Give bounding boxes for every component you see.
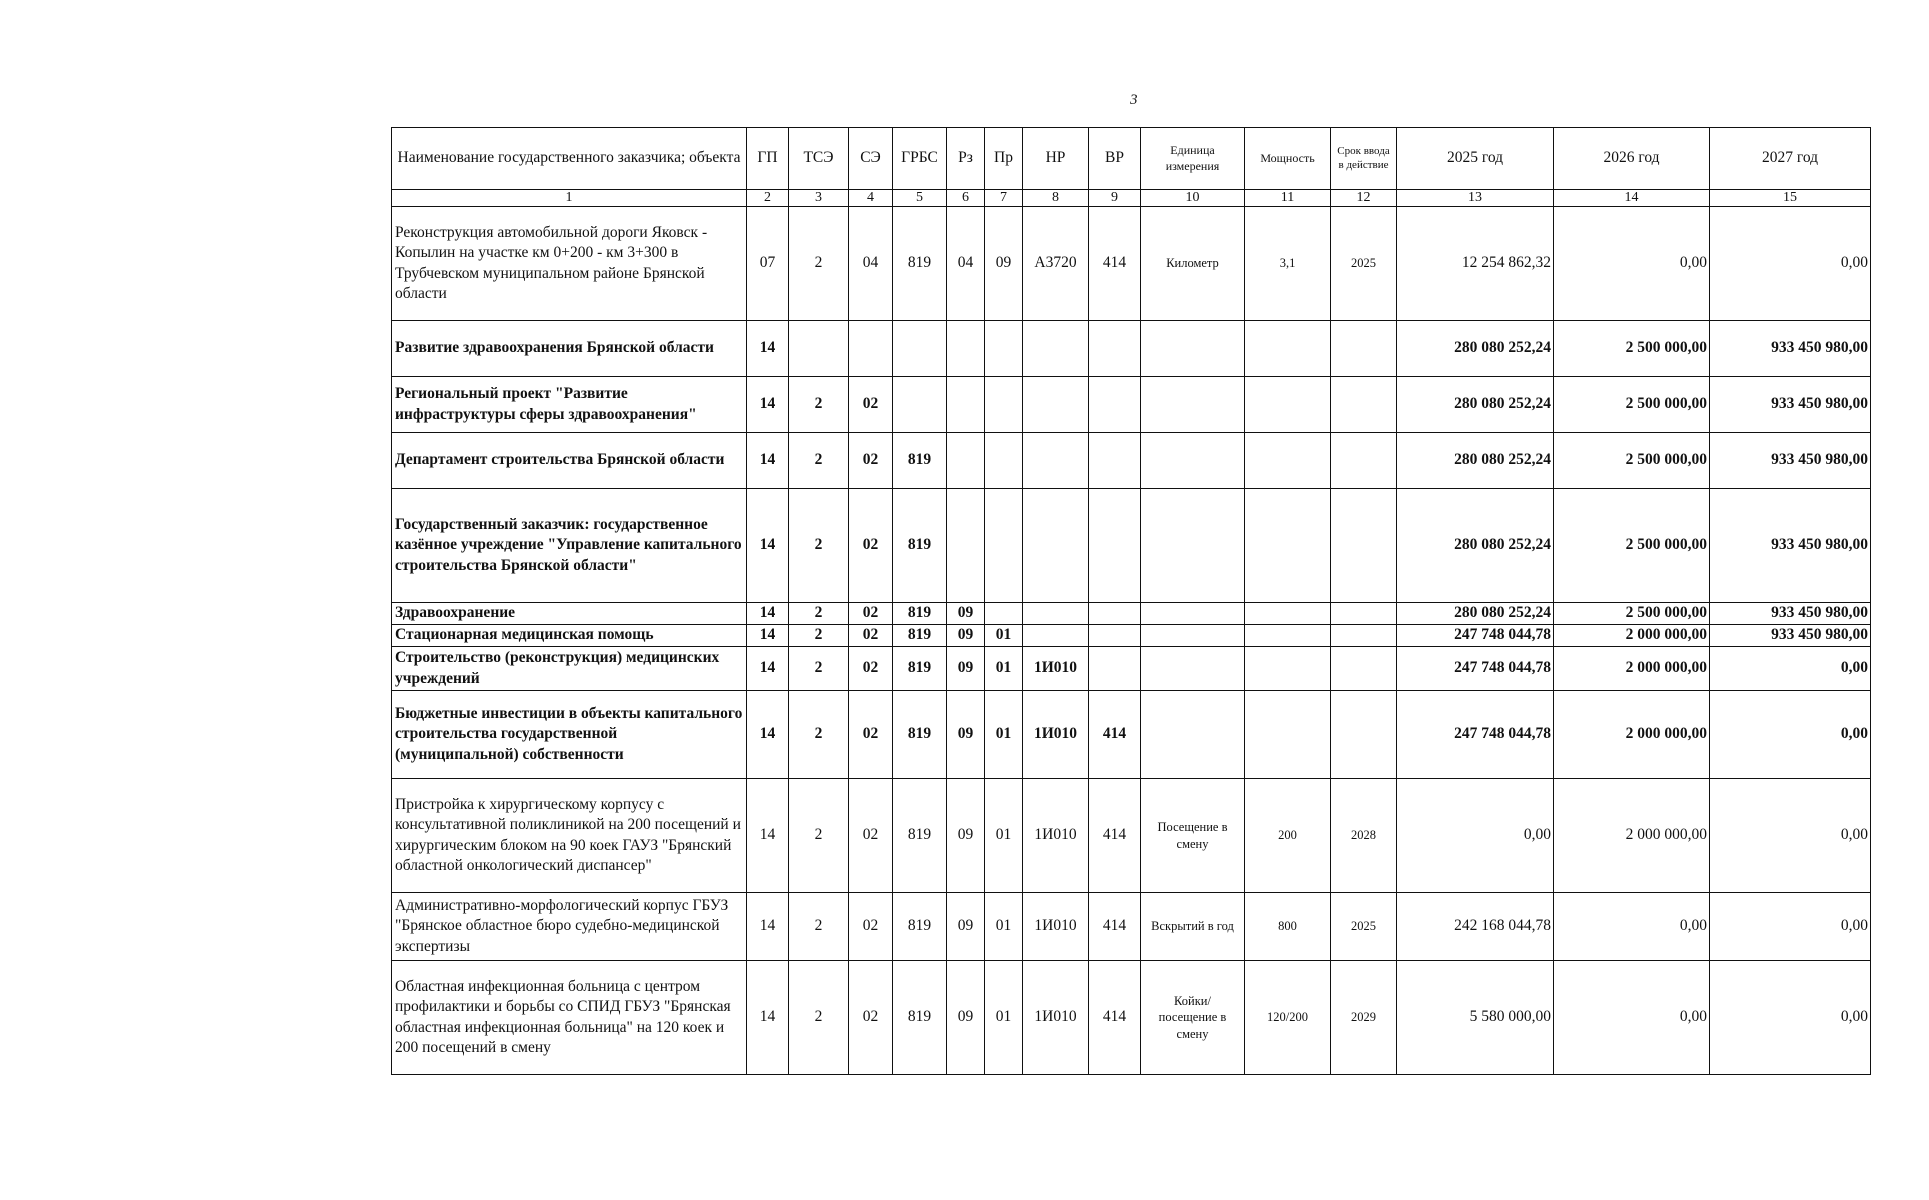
unit bbox=[1141, 625, 1245, 647]
header-nr: НР bbox=[1023, 128, 1089, 190]
object-name: Реконструкция автомобильной дороги Яковск - Копылин на участке км 0+200 - км 3+300 в Трубчевском муниципальном районе Брянской области bbox=[392, 207, 747, 321]
power: 200 bbox=[1245, 779, 1331, 893]
gp-code: 14 bbox=[747, 625, 789, 647]
rz-code: 04 bbox=[947, 207, 985, 321]
tse-code: 2 bbox=[789, 489, 849, 603]
object-name: Здравоохранение bbox=[392, 603, 747, 625]
table-row bbox=[392, 893, 1871, 961]
header-se: СЭ bbox=[849, 128, 893, 190]
pr-code bbox=[985, 433, 1023, 489]
grbs-code: 819 bbox=[893, 893, 947, 961]
table-row bbox=[392, 961, 1871, 1075]
unit bbox=[1141, 433, 1245, 489]
term bbox=[1331, 321, 1397, 377]
pr-code: 01 bbox=[985, 779, 1023, 893]
unit: Вскрытий в год bbox=[1141, 893, 1245, 961]
tse-code: 2 bbox=[789, 603, 849, 625]
pr-code bbox=[985, 321, 1023, 377]
rz-code: 09 bbox=[947, 647, 985, 691]
grbs-code: 819 bbox=[893, 691, 947, 779]
amount-2026: 2 000 000,00 bbox=[1554, 647, 1710, 691]
pr-code bbox=[985, 377, 1023, 433]
rz-code bbox=[947, 489, 985, 603]
table-row bbox=[392, 207, 1871, 321]
pr-code: 01 bbox=[985, 961, 1023, 1075]
power bbox=[1245, 433, 1331, 489]
amount-2027: 933 450 980,00 bbox=[1710, 603, 1871, 625]
term bbox=[1331, 433, 1397, 489]
vr-code: 414 bbox=[1089, 961, 1141, 1075]
nr-code: 1И010 bbox=[1023, 893, 1089, 961]
column-number: 12 bbox=[1331, 190, 1397, 207]
se-code: 02 bbox=[849, 691, 893, 779]
se-code: 02 bbox=[849, 961, 893, 1075]
header-tse: ТСЭ bbox=[789, 128, 849, 190]
table-row bbox=[392, 433, 1871, 489]
object-name: Департамент строительства Брянской области bbox=[392, 433, 747, 489]
column-number: 2 bbox=[747, 190, 789, 207]
amount-2026: 0,00 bbox=[1554, 207, 1710, 321]
column-number: 14 bbox=[1554, 190, 1710, 207]
header-2025: 2025 год bbox=[1397, 128, 1554, 190]
amount-2027: 933 450 980,00 bbox=[1710, 377, 1871, 433]
rz-code bbox=[947, 377, 985, 433]
header-gp: ГП bbox=[747, 128, 789, 190]
se-code: 02 bbox=[849, 489, 893, 603]
grbs-code: 819 bbox=[893, 489, 947, 603]
rz-code bbox=[947, 433, 985, 489]
amount-2026: 2 500 000,00 bbox=[1554, 321, 1710, 377]
page-number: 3 bbox=[1130, 92, 1138, 108]
header-power: Мощность bbox=[1245, 128, 1331, 190]
pr-code bbox=[985, 603, 1023, 625]
power bbox=[1245, 377, 1331, 433]
vr-code bbox=[1089, 625, 1141, 647]
column-number: 11 bbox=[1245, 190, 1331, 207]
tse-code: 2 bbox=[789, 625, 849, 647]
vr-code bbox=[1089, 489, 1141, 603]
nr-code bbox=[1023, 625, 1089, 647]
vr-code bbox=[1089, 647, 1141, 691]
column-number-row bbox=[392, 190, 1871, 207]
vr-code bbox=[1089, 321, 1141, 377]
pr-code: 09 bbox=[985, 207, 1023, 321]
unit bbox=[1141, 321, 1245, 377]
term: 2025 bbox=[1331, 893, 1397, 961]
term bbox=[1331, 489, 1397, 603]
se-code: 02 bbox=[849, 893, 893, 961]
header-term: Срок ввода в действие bbox=[1331, 128, 1397, 190]
term bbox=[1331, 603, 1397, 625]
amount-2025: 242 168 044,78 bbox=[1397, 893, 1554, 961]
amount-2027: 933 450 980,00 bbox=[1710, 321, 1871, 377]
amount-2025: 5 580 000,00 bbox=[1397, 961, 1554, 1075]
rz-code: 09 bbox=[947, 691, 985, 779]
amount-2025: 12 254 862,32 bbox=[1397, 207, 1554, 321]
se-code: 02 bbox=[849, 647, 893, 691]
gp-code: 07 bbox=[747, 207, 789, 321]
power bbox=[1245, 625, 1331, 647]
rz-code: 09 bbox=[947, 603, 985, 625]
gp-code: 14 bbox=[747, 377, 789, 433]
column-number: 5 bbox=[893, 190, 947, 207]
tse-code: 2 bbox=[789, 207, 849, 321]
column-number: 10 bbox=[1141, 190, 1245, 207]
vr-code bbox=[1089, 433, 1141, 489]
vr-code: 414 bbox=[1089, 691, 1141, 779]
header-grbs: ГРБС bbox=[893, 128, 947, 190]
unit bbox=[1141, 489, 1245, 603]
amount-2026: 0,00 bbox=[1554, 961, 1710, 1075]
unit bbox=[1141, 691, 1245, 779]
gp-code: 14 bbox=[747, 603, 789, 625]
gp-code: 14 bbox=[747, 893, 789, 961]
object-name: Региональный проект "Развитие инфраструктуры сферы здравоохранения" bbox=[392, 377, 747, 433]
nr-code: 1И010 bbox=[1023, 647, 1089, 691]
unit bbox=[1141, 377, 1245, 433]
gp-code: 14 bbox=[747, 489, 789, 603]
grbs-code bbox=[893, 377, 947, 433]
object-name: Государственный заказчик: государственное казённое учреждение "Управление капитального строительства Брянской области" bbox=[392, 489, 747, 603]
grbs-code: 819 bbox=[893, 961, 947, 1075]
vr-code bbox=[1089, 603, 1141, 625]
amount-2026: 2 500 000,00 bbox=[1554, 433, 1710, 489]
pr-code: 01 bbox=[985, 893, 1023, 961]
object-name: Административно-морфологический корпус ГБУЗ "Брянское областное бюро судебно-медицинской экспертизы bbox=[392, 893, 747, 961]
amount-2025: 280 080 252,24 bbox=[1397, 433, 1554, 489]
gp-code: 14 bbox=[747, 691, 789, 779]
se-code: 02 bbox=[849, 625, 893, 647]
header-2027: 2027 год bbox=[1710, 128, 1871, 190]
column-number: 3 bbox=[789, 190, 849, 207]
grbs-code: 819 bbox=[893, 207, 947, 321]
unit bbox=[1141, 603, 1245, 625]
rz-code: 09 bbox=[947, 779, 985, 893]
tse-code: 2 bbox=[789, 433, 849, 489]
header-vr: ВР bbox=[1089, 128, 1141, 190]
se-code: 04 bbox=[849, 207, 893, 321]
term bbox=[1331, 691, 1397, 779]
table-row bbox=[392, 625, 1871, 647]
grbs-code: 819 bbox=[893, 603, 947, 625]
vr-code: 414 bbox=[1089, 779, 1141, 893]
tse-code: 2 bbox=[789, 377, 849, 433]
amount-2025: 247 748 044,78 bbox=[1397, 625, 1554, 647]
rz-code: 09 bbox=[947, 625, 985, 647]
se-code: 02 bbox=[849, 779, 893, 893]
vr-code bbox=[1089, 377, 1141, 433]
amount-2026: 2 500 000,00 bbox=[1554, 603, 1710, 625]
nr-code: А3720 bbox=[1023, 207, 1089, 321]
rz-code: 09 bbox=[947, 893, 985, 961]
column-number: 13 bbox=[1397, 190, 1554, 207]
nr-code: 1И010 bbox=[1023, 961, 1089, 1075]
power bbox=[1245, 321, 1331, 377]
power bbox=[1245, 489, 1331, 603]
amount-2025: 247 748 044,78 bbox=[1397, 647, 1554, 691]
unit: Койки/ посещение в смену bbox=[1141, 961, 1245, 1075]
grbs-code: 819 bbox=[893, 647, 947, 691]
amount-2027: 0,00 bbox=[1710, 779, 1871, 893]
amount-2026: 2 000 000,00 bbox=[1554, 691, 1710, 779]
budget-table bbox=[391, 127, 1871, 1075]
object-name: Областная инфекционная больница с центром профилактики и борьбы со СПИД ГБУЗ "Брянская областная инфекционная больница" на 120 коек и 200 посещений в смену bbox=[392, 961, 747, 1075]
nr-code: 1И010 bbox=[1023, 691, 1089, 779]
table-row bbox=[392, 691, 1871, 779]
column-number: 9 bbox=[1089, 190, 1141, 207]
amount-2027: 933 450 980,00 bbox=[1710, 625, 1871, 647]
grbs-code: 819 bbox=[893, 779, 947, 893]
nr-code bbox=[1023, 433, 1089, 489]
gp-code: 14 bbox=[747, 779, 789, 893]
object-name: Пристройка к хирургическому корпусу с консультативной поликлиникой на 200 посещений и хирургическим блоком на 90 коек ГАУЗ "Брянский областной онкологический диспансер" bbox=[392, 779, 747, 893]
power bbox=[1245, 691, 1331, 779]
power bbox=[1245, 647, 1331, 691]
header-row bbox=[392, 128, 1871, 190]
header-name: Наименование государственного заказчика; объекта bbox=[392, 128, 747, 190]
pr-code: 01 bbox=[985, 625, 1023, 647]
header-pr: Пр bbox=[985, 128, 1023, 190]
nr-code bbox=[1023, 489, 1089, 603]
unit: Посещение в смену bbox=[1141, 779, 1245, 893]
se-code: 02 bbox=[849, 377, 893, 433]
tse-code bbox=[789, 321, 849, 377]
grbs-code bbox=[893, 321, 947, 377]
gp-code: 14 bbox=[747, 647, 789, 691]
amount-2027: 933 450 980,00 bbox=[1710, 489, 1871, 603]
amount-2025: 280 080 252,24 bbox=[1397, 377, 1554, 433]
gp-code: 14 bbox=[747, 433, 789, 489]
term bbox=[1331, 377, 1397, 433]
amount-2025: 0,00 bbox=[1397, 779, 1554, 893]
column-number: 15 bbox=[1710, 190, 1871, 207]
amount-2027: 0,00 bbox=[1710, 893, 1871, 961]
header-2026: 2026 год bbox=[1554, 128, 1710, 190]
amount-2027: 933 450 980,00 bbox=[1710, 433, 1871, 489]
nr-code: 1И010 bbox=[1023, 779, 1089, 893]
pr-code: 01 bbox=[985, 647, 1023, 691]
amount-2025: 280 080 252,24 bbox=[1397, 603, 1554, 625]
nr-code bbox=[1023, 321, 1089, 377]
term bbox=[1331, 647, 1397, 691]
column-number: 4 bbox=[849, 190, 893, 207]
se-code: 02 bbox=[849, 603, 893, 625]
pr-code bbox=[985, 489, 1023, 603]
amount-2026: 2 500 000,00 bbox=[1554, 489, 1710, 603]
table-row bbox=[392, 321, 1871, 377]
object-name: Развитие здравоохранения Брянской области bbox=[392, 321, 747, 377]
column-number: 6 bbox=[947, 190, 985, 207]
unit bbox=[1141, 647, 1245, 691]
tse-code: 2 bbox=[789, 961, 849, 1075]
power bbox=[1245, 603, 1331, 625]
term: 2028 bbox=[1331, 779, 1397, 893]
table-row bbox=[392, 489, 1871, 603]
column-number: 1 bbox=[392, 190, 747, 207]
amount-2026: 0,00 bbox=[1554, 893, 1710, 961]
power: 800 bbox=[1245, 893, 1331, 961]
nr-code bbox=[1023, 603, 1089, 625]
amount-2026: 2 000 000,00 bbox=[1554, 779, 1710, 893]
vr-code: 414 bbox=[1089, 207, 1141, 321]
term bbox=[1331, 625, 1397, 647]
object-name: Стационарная медицинская помощь bbox=[392, 625, 747, 647]
column-number: 7 bbox=[985, 190, 1023, 207]
amount-2025: 280 080 252,24 bbox=[1397, 489, 1554, 603]
term: 2029 bbox=[1331, 961, 1397, 1075]
rz-code: 09 bbox=[947, 961, 985, 1075]
pr-code: 01 bbox=[985, 691, 1023, 779]
column-number: 8 bbox=[1023, 190, 1089, 207]
rz-code bbox=[947, 321, 985, 377]
table-row bbox=[392, 779, 1871, 893]
table-row bbox=[392, 603, 1871, 625]
tse-code: 2 bbox=[789, 893, 849, 961]
tse-code: 2 bbox=[789, 647, 849, 691]
amount-2026: 2 500 000,00 bbox=[1554, 377, 1710, 433]
amount-2027: 0,00 bbox=[1710, 207, 1871, 321]
object-name: Бюджетные инвестиции в объекты капитального строительства государственной (муниципальной) собственности bbox=[392, 691, 747, 779]
header-rz: Рз bbox=[947, 128, 985, 190]
se-code bbox=[849, 321, 893, 377]
object-name: Строительство (реконструкция) медицинских учреждений bbox=[392, 647, 747, 691]
gp-code: 14 bbox=[747, 961, 789, 1075]
gp-code: 14 bbox=[747, 321, 789, 377]
tse-code: 2 bbox=[789, 779, 849, 893]
power: 3,1 bbox=[1245, 207, 1331, 321]
amount-2025: 280 080 252,24 bbox=[1397, 321, 1554, 377]
amount-2027: 0,00 bbox=[1710, 647, 1871, 691]
table-row bbox=[392, 647, 1871, 691]
header-unit: Единица измерения bbox=[1141, 128, 1245, 190]
grbs-code: 819 bbox=[893, 433, 947, 489]
grbs-code: 819 bbox=[893, 625, 947, 647]
term: 2025 bbox=[1331, 207, 1397, 321]
nr-code bbox=[1023, 377, 1089, 433]
tse-code: 2 bbox=[789, 691, 849, 779]
amount-2027: 0,00 bbox=[1710, 961, 1871, 1075]
amount-2026: 2 000 000,00 bbox=[1554, 625, 1710, 647]
power: 120/200 bbox=[1245, 961, 1331, 1075]
unit: Километр bbox=[1141, 207, 1245, 321]
vr-code: 414 bbox=[1089, 893, 1141, 961]
table-row bbox=[392, 377, 1871, 433]
amount-2027: 0,00 bbox=[1710, 691, 1871, 779]
se-code: 02 bbox=[849, 433, 893, 489]
amount-2025: 247 748 044,78 bbox=[1397, 691, 1554, 779]
